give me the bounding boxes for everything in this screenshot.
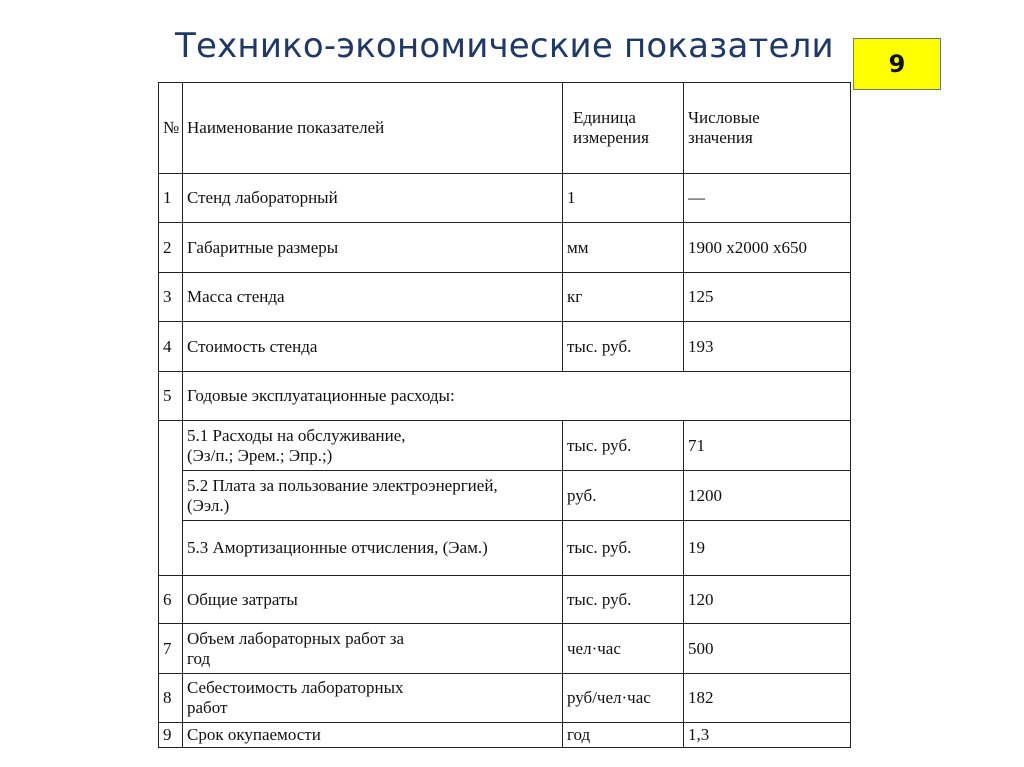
table-row <box>159 723 851 748</box>
row-name: Масса стенда <box>183 273 563 322</box>
table-row <box>159 576 851 624</box>
row-name <box>183 471 563 521</box>
row-name: Стенд лабораторный <box>183 174 563 223</box>
row-num: 2 <box>159 223 183 273</box>
table-row <box>159 421 851 471</box>
row-name-line2: год <box>187 648 211 668</box>
header-name: Наименование показателей <box>183 83 563 174</box>
table-row <box>159 223 851 273</box>
row-value: 1200 <box>684 471 851 521</box>
row-name-line2: (Эз/п.; Эрем.; Эпр.;) <box>187 445 333 465</box>
header-unit-line2: измерения <box>573 128 649 147</box>
header-unit-line1: Единица <box>573 108 636 127</box>
row-name-line1: Себестоимость лабораторных <box>187 678 404 697</box>
table-row <box>159 674 851 723</box>
row-num: 1 <box>159 174 183 223</box>
row-name: Годовые эксплуатационные расходы: <box>183 372 851 421</box>
table-row <box>159 322 851 372</box>
row-unit: руб/чел·час <box>563 674 684 723</box>
row-name-line1: 5.1 Расходы на обслуживание, <box>187 425 406 445</box>
header-unit <box>563 83 684 174</box>
row-name-line1: Объем лабораторных работ за <box>187 628 405 648</box>
row-unit: руб. <box>563 471 684 521</box>
table-row <box>159 174 851 223</box>
row-num: 4 <box>159 322 183 372</box>
row-unit: тыс. руб. <box>563 576 684 624</box>
row-value: 125 <box>684 273 851 322</box>
row-unit: чел·час <box>563 624 684 674</box>
row-value: 19 <box>684 521 851 576</box>
indicators-table <box>158 82 851 748</box>
header-value-line2: значения <box>688 128 753 147</box>
header-value-line1: Числовые <box>688 108 760 127</box>
row-unit: 1 <box>563 174 684 223</box>
row-name: 5.3 Амортизационные отчисления, (Эам.) <box>183 521 563 576</box>
row-name-line1: 5.2 Плата за пользование электроэнергией, <box>187 475 498 495</box>
row-name: Срок окупаемости <box>183 723 563 748</box>
row-unit: кг <box>563 273 684 322</box>
row-value: 193 <box>684 322 851 372</box>
row-name-line2: (Ээл.) <box>187 495 230 515</box>
table-row <box>159 521 851 576</box>
header-value <box>684 83 851 174</box>
row-value: — <box>684 174 851 223</box>
row-value: 182 <box>684 674 851 723</box>
row-num: 5 <box>159 372 183 421</box>
table-row <box>159 471 851 521</box>
row-num: 6 <box>159 576 183 624</box>
row-num: 9 <box>159 723 183 748</box>
slide-number-badge: 9 <box>853 38 941 90</box>
header-num: № <box>159 83 183 174</box>
table-row <box>159 624 851 674</box>
row-name: Стоимость стенда <box>183 322 563 372</box>
row-num-empty <box>159 421 183 576</box>
row-value: 1900 х2000 х650 <box>684 223 851 273</box>
table-header-row <box>159 83 851 174</box>
slide-title: Технико-экономические показатели <box>175 26 834 66</box>
row-name <box>183 624 563 674</box>
row-unit: мм <box>563 223 684 273</box>
row-value: 71 <box>684 421 851 471</box>
row-name-line2: работ <box>187 698 228 717</box>
row-name <box>183 674 563 723</box>
row-name: Габаритные размеры <box>183 223 563 273</box>
row-value: 500 <box>684 624 851 674</box>
table-row <box>159 372 851 421</box>
row-unit: тыс. руб. <box>563 322 684 372</box>
row-unit: год <box>563 723 684 748</box>
table-row <box>159 273 851 322</box>
row-name: Общие затраты <box>183 576 563 624</box>
row-name <box>183 421 563 471</box>
row-num: 3 <box>159 273 183 322</box>
row-value: 120 <box>684 576 851 624</box>
row-num: 8 <box>159 674 183 723</box>
row-unit: тыс. руб. <box>563 521 684 576</box>
row-unit: тыс. руб. <box>563 421 684 471</box>
row-value: 1,3 <box>684 723 851 748</box>
row-num: 7 <box>159 624 183 674</box>
